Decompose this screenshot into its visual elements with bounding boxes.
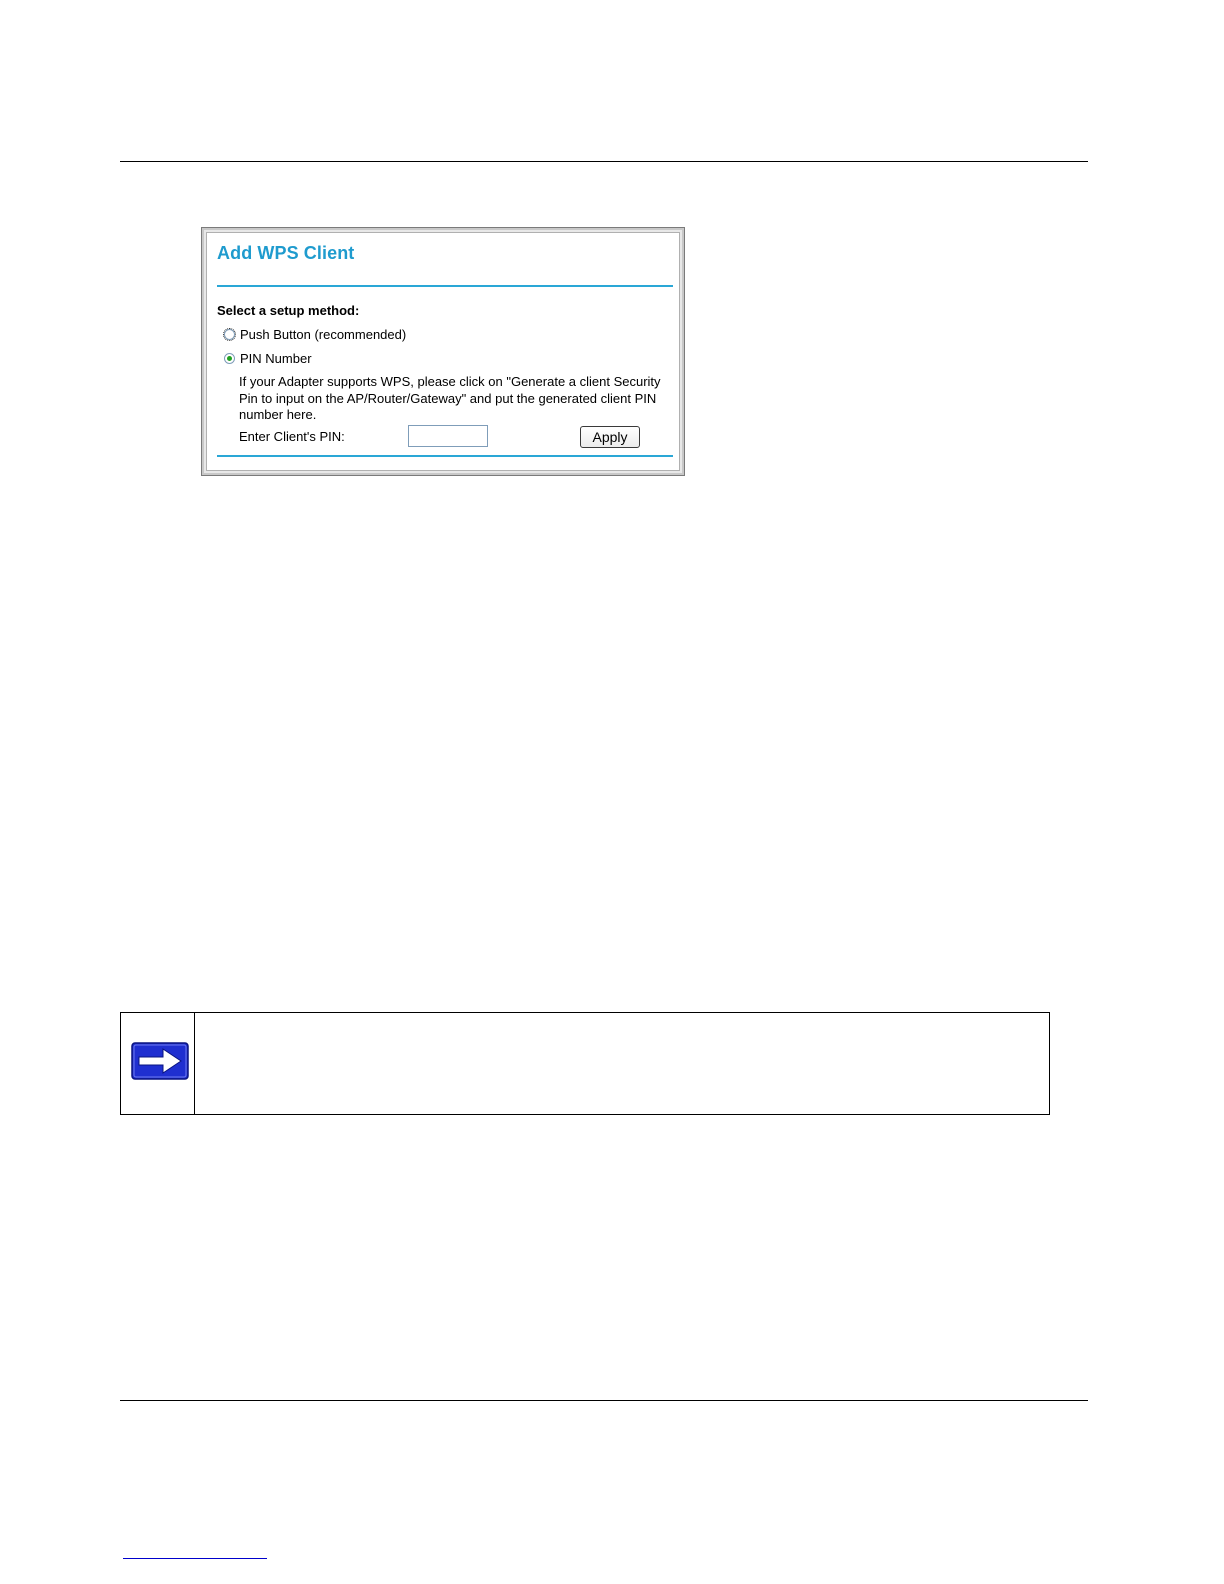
footer-rule bbox=[120, 1400, 1088, 1401]
right-arrow-icon bbox=[131, 1042, 189, 1080]
client-pin-label: Enter Client's PIN: bbox=[239, 429, 345, 444]
client-pin-input[interactable] bbox=[408, 425, 488, 447]
panel-title: Add WPS Client bbox=[217, 243, 355, 263]
bottom-divider bbox=[217, 455, 673, 457]
pin-instructions bbox=[239, 374, 679, 424]
pin-number-radio[interactable] bbox=[224, 353, 235, 364]
header-rule bbox=[120, 161, 1088, 162]
note-divider bbox=[194, 1013, 195, 1114]
instruction-line: Pin to input on the AP/Router/Gateway" and put the generated client PIN bbox=[239, 390, 657, 406]
apply-button[interactable]: Apply bbox=[580, 426, 640, 448]
footer-link-underline[interactable] bbox=[123, 1558, 267, 1559]
add-wps-client-screenshot bbox=[201, 227, 685, 476]
push-button-radio[interactable] bbox=[224, 329, 235, 340]
title-divider bbox=[217, 285, 673, 287]
add-wps-client-panel bbox=[206, 232, 680, 471]
instruction-line: If your Adapter supports WPS, please click on "Generate a client Security bbox=[239, 374, 661, 389]
push-button-option-label[interactable]: Push Button (recommended) bbox=[240, 327, 407, 342]
note-box bbox=[120, 1012, 1050, 1115]
pin-number-option-label[interactable]: PIN Number bbox=[240, 351, 312, 366]
setup-method-label: Select a setup method: bbox=[217, 303, 360, 318]
instruction-line: number here. bbox=[239, 407, 317, 422]
